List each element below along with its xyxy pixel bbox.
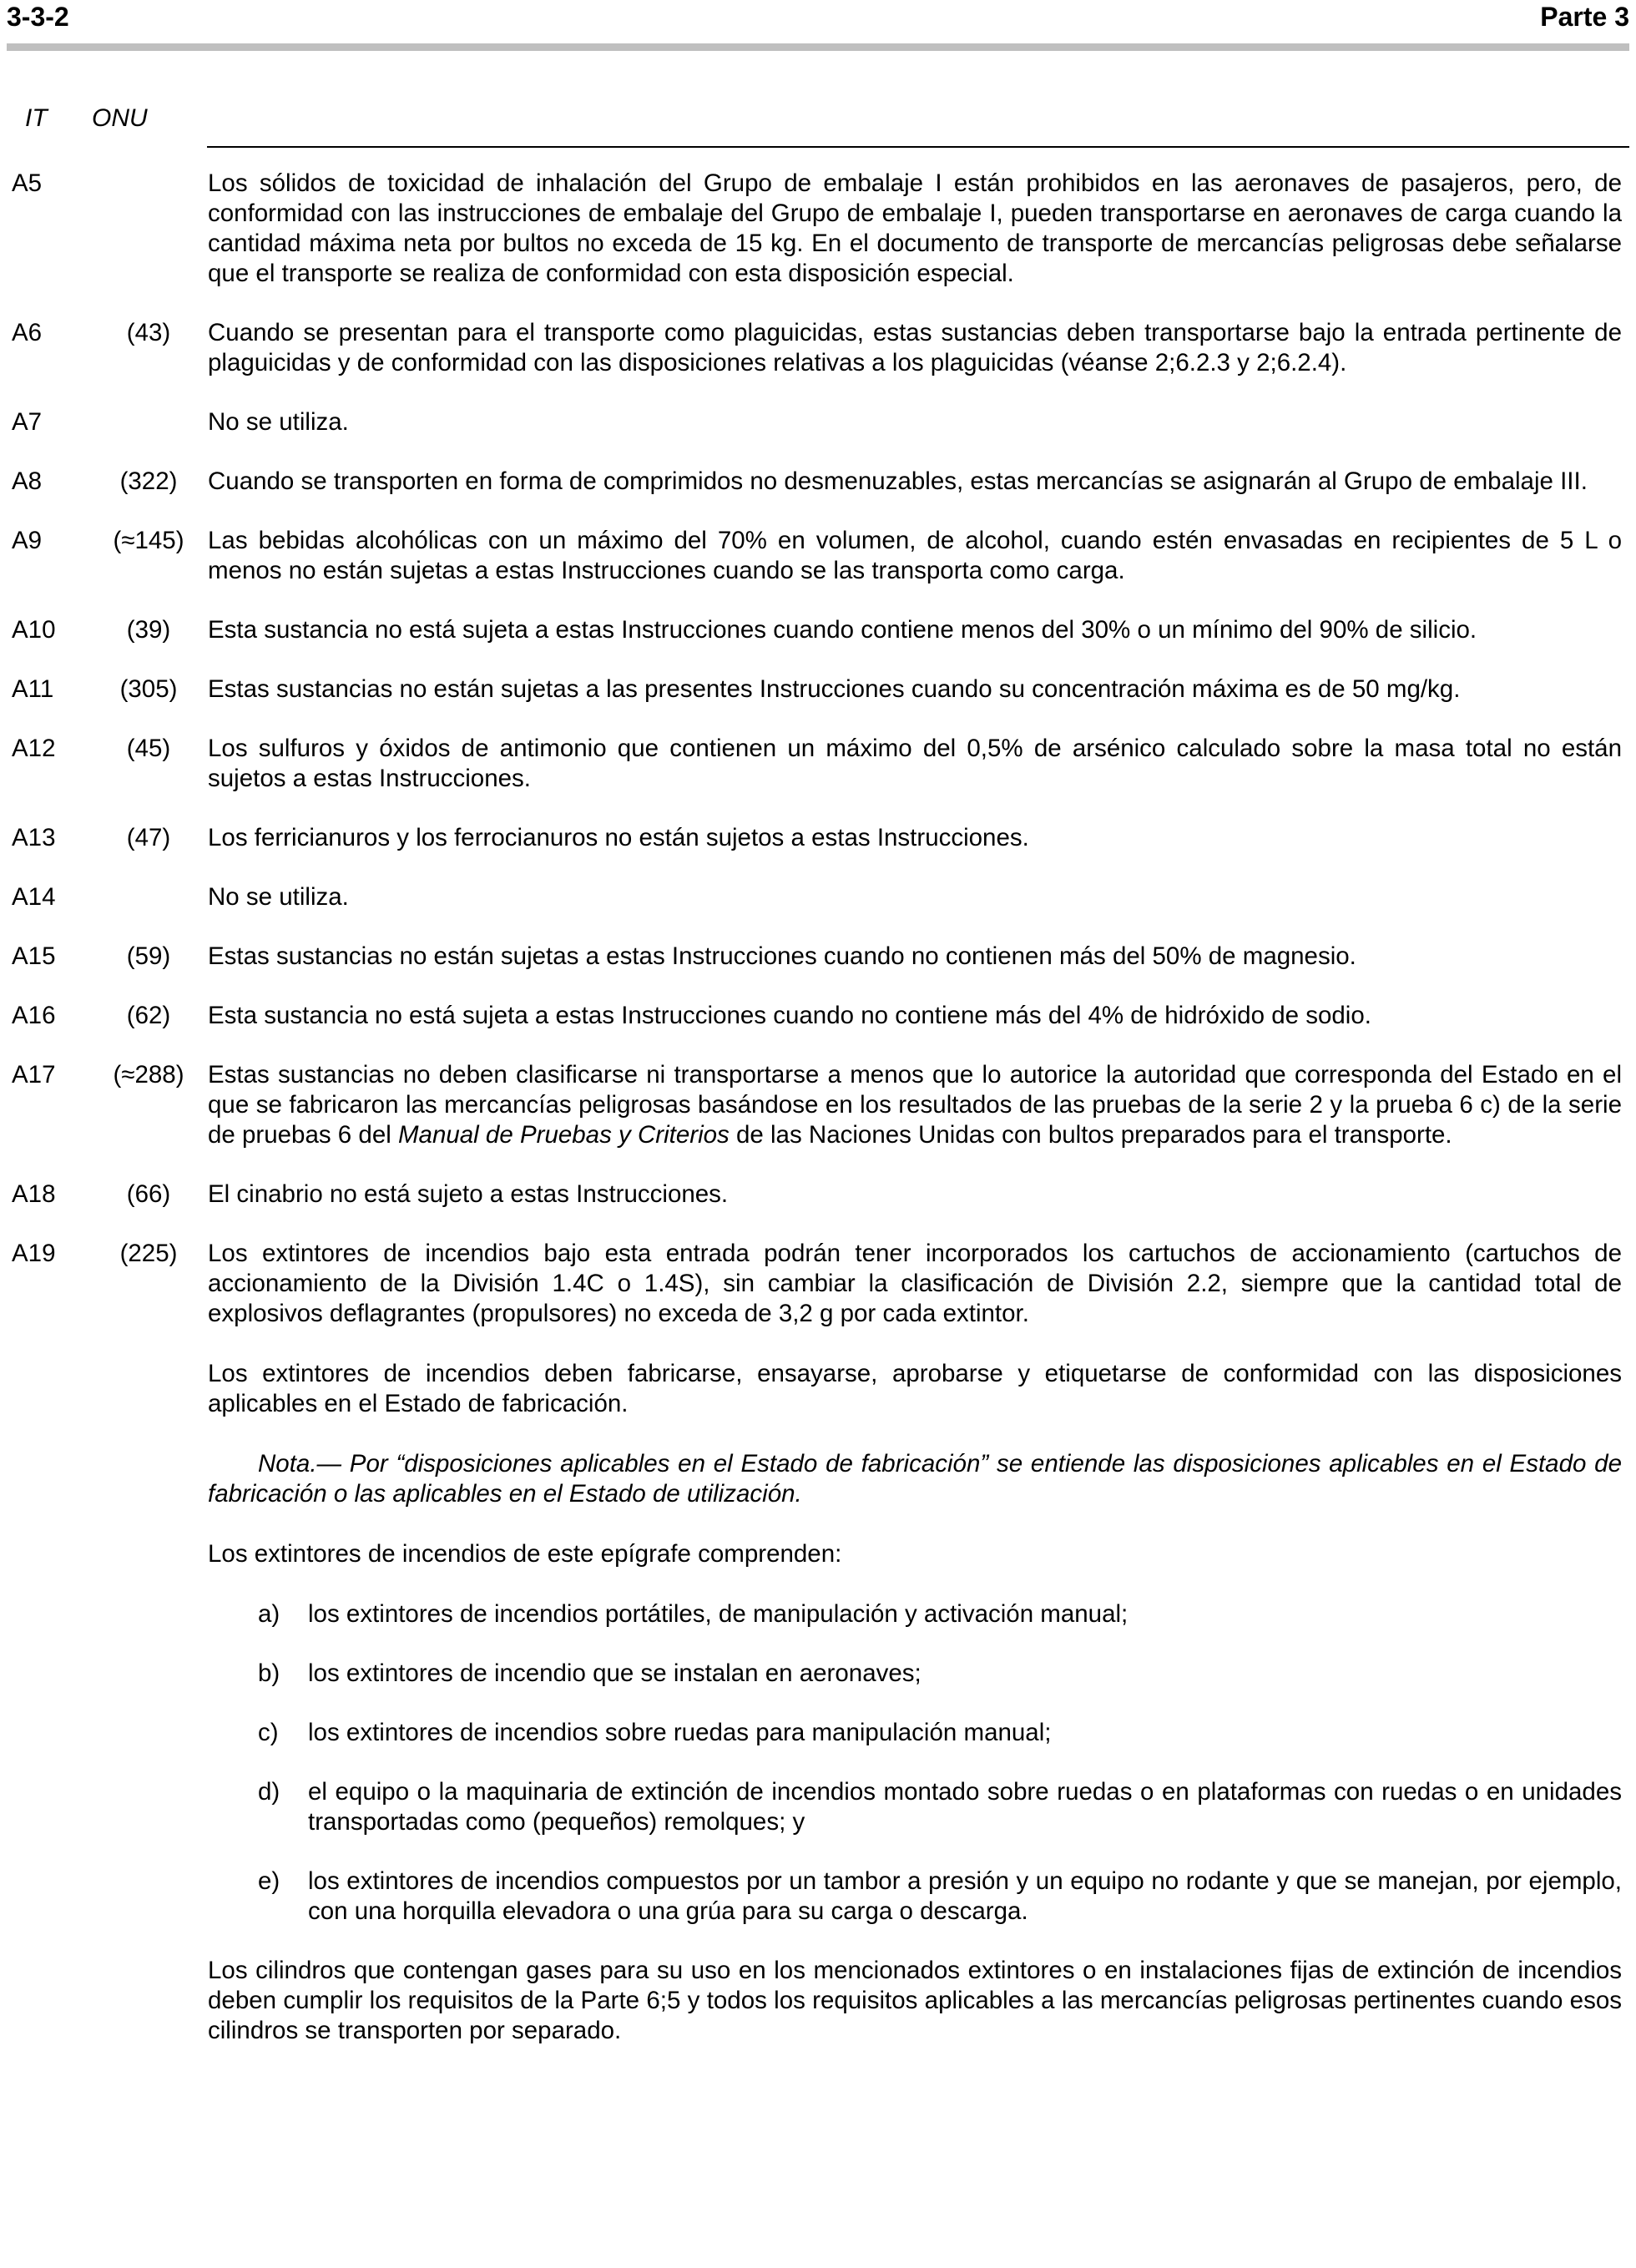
un-reference: (59) [126,942,171,970]
list-item-label: e) [258,1867,280,1895]
provision-entry [0,467,1636,497]
list-item [208,1718,1622,1748]
part-label: Parte 3 [1540,2,1629,32]
provision-paragraph: Cuando se transporten en forma de comprimidos no desmenuzables, estas mercancías se asignarán al Grupo de embalaje III. [208,467,1588,495]
list-item-text: los extintores de incendios compuestos por un tambor a presión y un equipo no rodante y que se manejan, por ejemplo, con una horquilla elevadora o una grúa para su carga o descarga. [308,1867,1622,1925]
provision-paragraph: El cinabrio no está sujeto a estas Instrucciones. [208,1180,729,1208]
provision-text [208,318,1622,378]
provision-entry [0,942,1636,972]
provision-paragraph: Los ferricianuros y los ferrocianuros no están sujetos a estas Instrucciones. [208,824,1029,851]
list-item-label: c) [258,1719,279,1746]
un-reference: (≈288) [113,1061,184,1089]
provision-text [208,615,1622,645]
provision-text-run: Estas sustancias no deben clasificarse ni transportarse a menos que lo autorice la autoridad que corresponda del Estado en el que se fabricaron las mercancías peligrosas basándose en los resultados de las pruebas de la serie 2 y la prueba 6 c) de la serie de pruebas 6 del [208,1061,1622,1149]
provision-code: A16 [12,1002,56,1029]
page-number: 3-3-2 [7,2,69,32]
provision-paragraph [208,1060,1622,1150]
provision-text [208,407,1622,437]
provision-code: A11 [12,675,54,703]
provision-paragraph: Los extintores de incendios bajo esta entrada podrán tener incorporados los cartuchos de accionamiento (cartuchos de accionamiento de la División 1.4C o 1.4S), sin cambiar la clasificación de División 2.2, siempre que la cantidad total de explosivos deflagrantes (propulsores) no exceda de 3,2 g por cada extintor. [208,1240,1622,1327]
page-header [7,0,1629,33]
provision-text [208,882,1622,912]
column-heading-onu: ONU [92,104,148,132]
list-item [208,1599,1622,1629]
un-reference: (225) [119,1240,178,1267]
provision-paragraph: Esta sustancia no está sujeta a estas Instrucciones cuando contiene menos del 30% o un mínimo del 90% de silicio. [208,616,1477,644]
list-item [208,1866,1622,1927]
list-item-text: los extintores de incendio que se instalan en aeronaves; [308,1659,922,1687]
list-item-label: a) [258,1600,280,1628]
provision-code: A10 [12,616,56,644]
list-item [208,1777,1622,1837]
provision-code: A6 [12,319,43,346]
provision-text [208,942,1622,972]
column-headings [0,104,1636,137]
provision-paragraph: Los sulfuros y óxidos de antimonio que contienen un máximo del 0,5% de arsénico calculado sobre la masa total no están sujetos a estas Instrucciones. [208,735,1622,792]
provision-text [208,823,1622,853]
provision-code: A7 [12,408,43,436]
provision-code: A14 [12,883,56,911]
un-reference: (322) [119,467,178,495]
column-heading-it: IT [25,104,48,132]
un-reference: (47) [126,824,171,851]
note-paragraph: Nota.— Por “disposiciones aplicables en el Estado de fabricación” se entiende las disposiciones aplicables en el Estado de fabricación o las aplicables en el Estado de utilización. [208,1450,1622,1508]
provision-text [208,1001,1622,1031]
un-reference: (305) [119,675,178,703]
provision-paragraph: Cuando se presentan para el transporte como plaguicidas, estas sustancias deben transportarse bajo la entrada pertinente de plaguicidas y de conformidad con las disposiciones relativas a los plaguicidas (véanse 2;6.2.3 y 2;6.2.4). [208,319,1622,376]
provision-text [208,1239,1622,2046]
provision-entry [0,526,1636,586]
provision-code: A19 [12,1240,56,1267]
provision-text [208,1060,1622,1150]
extinguisher-type-list [208,1599,1622,1927]
provision-text-run: de las Naciones Unidas con bultos preparados para el transporte. [729,1121,1452,1149]
provision-entry [0,882,1636,912]
provision-paragraph: Estas sustancias no están sujetas a estas Instrucciones cuando no contienen más del 50% de magnesio. [208,942,1356,970]
provision-entry [0,615,1636,645]
provision-entry [0,318,1636,378]
provision-text [208,467,1622,497]
provision-paragraph: No se utiliza. [208,883,349,911]
provision-entry [0,734,1636,794]
provision-code: A17 [12,1061,56,1089]
un-reference: (39) [126,616,171,644]
provision-entry [0,1060,1636,1150]
provision-code: A13 [12,824,56,851]
provision-paragraph: Esta sustancia no está sujeta a estas Instrucciones cuando no contiene más del 4% de hidróxido de sodio. [208,1002,1371,1029]
provision-text [208,734,1622,794]
provision-text [208,674,1622,705]
provision-code: A15 [12,942,56,970]
list-item-label: b) [258,1659,280,1687]
provision-entry [0,1001,1636,1031]
un-reference: (66) [126,1180,171,1208]
un-reference: (≈145) [113,527,184,554]
provision-entry [0,1239,1636,2046]
provision-code: A18 [12,1180,56,1208]
list-item-text: los extintores de incendios portátiles, de manipulación y activación manual; [308,1600,1129,1628]
list-item-text: el equipo o la maquinaria de extinción de incendios montado sobre ruedas o en plataformas con ruedas o en unidades transportadas como (pequeños) remolques; y [308,1778,1622,1836]
list-item [208,1659,1622,1689]
provision-paragraph: Los extintores de incendios de este epígrafe comprenden: [208,1540,842,1568]
provision-entry [0,1179,1636,1210]
provision-paragraph: Estas sustancias no están sujetas a las presentes Instrucciones cuando su concentración máxima es de 50 mg/kg. [208,675,1461,703]
provision-paragraph: Los sólidos de toxicidad de inhalación del Grupo de embalaje I están prohibidos en las aeronaves de pasajeros, pero, de conformidad con las instrucciones de embalaje del Grupo de embalaje I, pueden transportarse en aeronaves de carga cuando la cantidad máxima neta por bultos no exceda de 15 kg. En el documento de transporte de mercancías peligrosas debe señalarse que el transporte se realiza de conformidad con esta disposición especial. [208,169,1622,287]
list-item-text: los extintores de incendios sobre ruedas para manipulación manual; [308,1719,1052,1746]
provision-paragraph: Las bebidas alcohólicas con un máximo del 70% en volumen, de alcohol, cuando estén envasadas en recipientes de 5 L o menos no están sujetas a estas Instrucciones cuando se las transporta como carga. [208,527,1622,584]
special-provisions-list [0,169,1636,2075]
provision-paragraph: No se utiliza. [208,408,349,436]
provision-paragraph: Los cilindros que contengan gases para su uso en los mencionados extintores o en instalaciones fijas de extinción de incendios deben cumplir los requisitos de la Parte 6;5 y todos los requisitos aplicables a las mercancías peligrosas pertinentes cuando esos cilindros se transporten por separado. [208,1957,1622,2044]
provision-entry [0,169,1636,289]
provision-code: A9 [12,527,43,554]
provision-text [208,169,1622,289]
provision-entry [0,674,1636,705]
list-item-label: d) [258,1778,280,1806]
provision-code: A5 [12,169,43,197]
un-reference: (43) [126,319,171,346]
provision-entry [0,407,1636,437]
column-heading-rule [207,146,1629,148]
header-divider [7,43,1629,51]
manual-title: Manual de Pruebas y Criterios [397,1121,730,1149]
un-reference: (62) [126,1002,171,1029]
provision-text [208,1179,1622,1210]
provision-entry [0,823,1636,853]
provision-text [208,526,1622,586]
un-reference: (45) [126,735,171,762]
provision-code: A12 [12,735,56,762]
provision-code: A8 [12,467,43,495]
provision-paragraph: Los extintores de incendios deben fabricarse, ensayarse, aprobarse y etiquetarse de conformidad con las disposiciones aplicables en el Estado de fabricación. [208,1360,1622,1417]
